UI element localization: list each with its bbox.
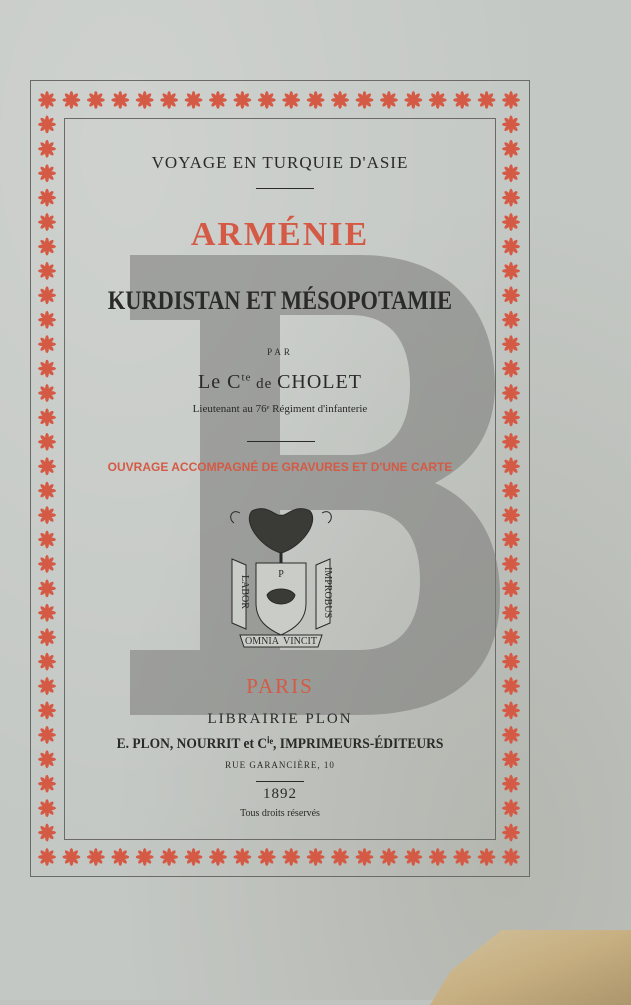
rosette-icon bbox=[453, 848, 471, 866]
rosette-icon bbox=[258, 91, 276, 109]
rosette-icon bbox=[258, 848, 276, 866]
rosette-icon bbox=[38, 653, 56, 671]
rosette-icon bbox=[209, 848, 227, 866]
rosette-icon bbox=[282, 848, 300, 866]
rosette-icon bbox=[38, 579, 56, 597]
rule-bottom bbox=[256, 781, 304, 782]
rosette-icon bbox=[38, 91, 56, 109]
rosette-icon bbox=[136, 848, 154, 866]
rosette-icon bbox=[38, 262, 56, 280]
rosette-icon bbox=[502, 213, 520, 231]
rosette-icon bbox=[233, 91, 251, 109]
author-title-abbrev: te bbox=[241, 371, 252, 384]
rosette-icon bbox=[38, 482, 56, 500]
book-title: ARMÉNIE bbox=[190, 216, 370, 253]
rosette-icon bbox=[429, 91, 447, 109]
rosette-icon bbox=[404, 91, 422, 109]
rosette-icon bbox=[38, 702, 56, 720]
rosette-icon bbox=[38, 140, 56, 158]
author-line bbox=[64, 371, 496, 394]
rosette-icon bbox=[502, 824, 520, 842]
rosette-icon bbox=[356, 848, 374, 866]
rosette-icon bbox=[38, 604, 56, 622]
rosette-icon bbox=[502, 628, 520, 646]
rights-notice: Tous droits réservés bbox=[240, 808, 320, 819]
rosette-icon bbox=[502, 653, 520, 671]
rosette-icon bbox=[502, 604, 520, 622]
illustrations-note: OUVRAGE ACCOMPAGNÉ DE GRAVURES ET D'UNE CARTE bbox=[107, 460, 453, 474]
rosette-icon bbox=[233, 848, 251, 866]
emblem-motto-right: IMPROBUS bbox=[322, 567, 333, 619]
printers: E. PLON, NOURRIT et Cⁱᵉ, IMPRIMEURS-ÉDITEURS bbox=[116, 736, 444, 752]
rosette-icon bbox=[502, 262, 520, 280]
rosette-icon bbox=[38, 360, 56, 378]
rosette-icon bbox=[380, 848, 398, 866]
publisher-emblem-icon bbox=[222, 503, 340, 653]
rosette-icon bbox=[478, 91, 496, 109]
rosette-icon bbox=[502, 555, 520, 573]
rosette-icon bbox=[38, 409, 56, 427]
rosette-icon bbox=[38, 799, 56, 817]
rosette-icon bbox=[38, 848, 56, 866]
rosette-icon bbox=[209, 91, 227, 109]
emblem-motto-bottom-right: VINCIT bbox=[283, 636, 317, 647]
rosette-icon bbox=[502, 531, 520, 549]
rosette-icon bbox=[62, 91, 80, 109]
rosette-icon bbox=[502, 189, 520, 207]
rosette-icon bbox=[38, 238, 56, 256]
rosette-icon bbox=[38, 384, 56, 402]
rosette-icon bbox=[307, 91, 325, 109]
rosette-icon bbox=[502, 799, 520, 817]
rosette-icon bbox=[38, 433, 56, 451]
rosette-icon bbox=[62, 848, 80, 866]
rosette-icon bbox=[502, 848, 520, 866]
emblem-motto-bottom-left: OMNIA bbox=[245, 636, 279, 647]
rosette-icon bbox=[38, 311, 56, 329]
city: PARIS bbox=[246, 674, 314, 698]
rosette-icon bbox=[502, 775, 520, 793]
rosette-icon bbox=[380, 91, 398, 109]
rosette-icon bbox=[38, 164, 56, 182]
publication-year: 1892 bbox=[263, 786, 297, 802]
rosette-icon bbox=[502, 238, 520, 256]
rosette-icon bbox=[111, 848, 129, 866]
rosette-icon bbox=[502, 140, 520, 158]
rosette-icon bbox=[38, 531, 56, 549]
rosette-icon bbox=[502, 579, 520, 597]
rosette-icon bbox=[38, 824, 56, 842]
rosette-icon bbox=[502, 360, 520, 378]
address: RUE GARANCIÈRE, 10 bbox=[225, 760, 335, 770]
rosette-icon bbox=[502, 409, 520, 427]
rosette-icon bbox=[502, 433, 520, 451]
rosette-icon bbox=[404, 848, 422, 866]
rosette-icon bbox=[38, 189, 56, 207]
rosette-icon bbox=[160, 91, 178, 109]
rosette-icon bbox=[38, 335, 56, 353]
rosette-icon bbox=[502, 702, 520, 720]
rosette-icon bbox=[87, 91, 105, 109]
rosette-icon bbox=[502, 506, 520, 524]
emblem-motto-left: LABOR bbox=[239, 575, 250, 609]
rosette-icon bbox=[38, 555, 56, 573]
rosette-icon bbox=[502, 164, 520, 182]
rosette-icon bbox=[282, 91, 300, 109]
rosette-icon bbox=[502, 384, 520, 402]
rosette-icon bbox=[136, 91, 154, 109]
publisher: LIBRAIRIE PLON bbox=[207, 711, 353, 727]
rosette-icon bbox=[38, 726, 56, 744]
rosette-icon bbox=[502, 677, 520, 695]
author-role: Lieutenant au 76ᵉ Régiment d'infanterie bbox=[192, 403, 368, 415]
rosette-icon bbox=[38, 506, 56, 524]
rosette-icon bbox=[356, 91, 374, 109]
rosette-icon bbox=[38, 213, 56, 231]
rule-top bbox=[256, 188, 314, 189]
rosette-icon bbox=[502, 335, 520, 353]
rosette-icon bbox=[38, 286, 56, 304]
rosette-icon bbox=[502, 115, 520, 133]
rosette-icon bbox=[453, 91, 471, 109]
series-title: VOYAGE EN TURQUIE D'ASIE bbox=[151, 153, 409, 172]
rosette-icon bbox=[38, 628, 56, 646]
rosette-icon bbox=[160, 848, 178, 866]
emblem-initials: P bbox=[278, 569, 284, 580]
rosette-icon bbox=[38, 750, 56, 768]
rosette-icon bbox=[87, 848, 105, 866]
rule-middle bbox=[247, 441, 315, 442]
rosette-icon bbox=[502, 750, 520, 768]
rosette-icon bbox=[502, 482, 520, 500]
author-particle: de bbox=[251, 376, 278, 392]
rosette-icon bbox=[502, 286, 520, 304]
rosette-icon bbox=[502, 311, 520, 329]
rosette-icon bbox=[478, 848, 496, 866]
by-label: PAR bbox=[267, 347, 293, 357]
rosette-icon bbox=[111, 91, 129, 109]
rosette-icon bbox=[185, 91, 203, 109]
rosette-icon bbox=[38, 677, 56, 695]
book-subtitle: KURDISTAN ET MÉSOPOTAMIE bbox=[107, 286, 453, 315]
author-prefix: Le C bbox=[198, 371, 242, 393]
rosette-icon bbox=[38, 115, 56, 133]
rosette-icon bbox=[38, 457, 56, 475]
rosette-icon bbox=[331, 91, 349, 109]
rosette-icon bbox=[502, 457, 520, 475]
author-name: CHOLET bbox=[277, 371, 362, 393]
rosette-icon bbox=[307, 848, 325, 866]
rosette-icon bbox=[502, 91, 520, 109]
rosette-icon bbox=[502, 726, 520, 744]
rosette-icon bbox=[38, 775, 56, 793]
rosette-icon bbox=[185, 848, 203, 866]
rosette-icon bbox=[331, 848, 349, 866]
rosette-icon bbox=[429, 848, 447, 866]
